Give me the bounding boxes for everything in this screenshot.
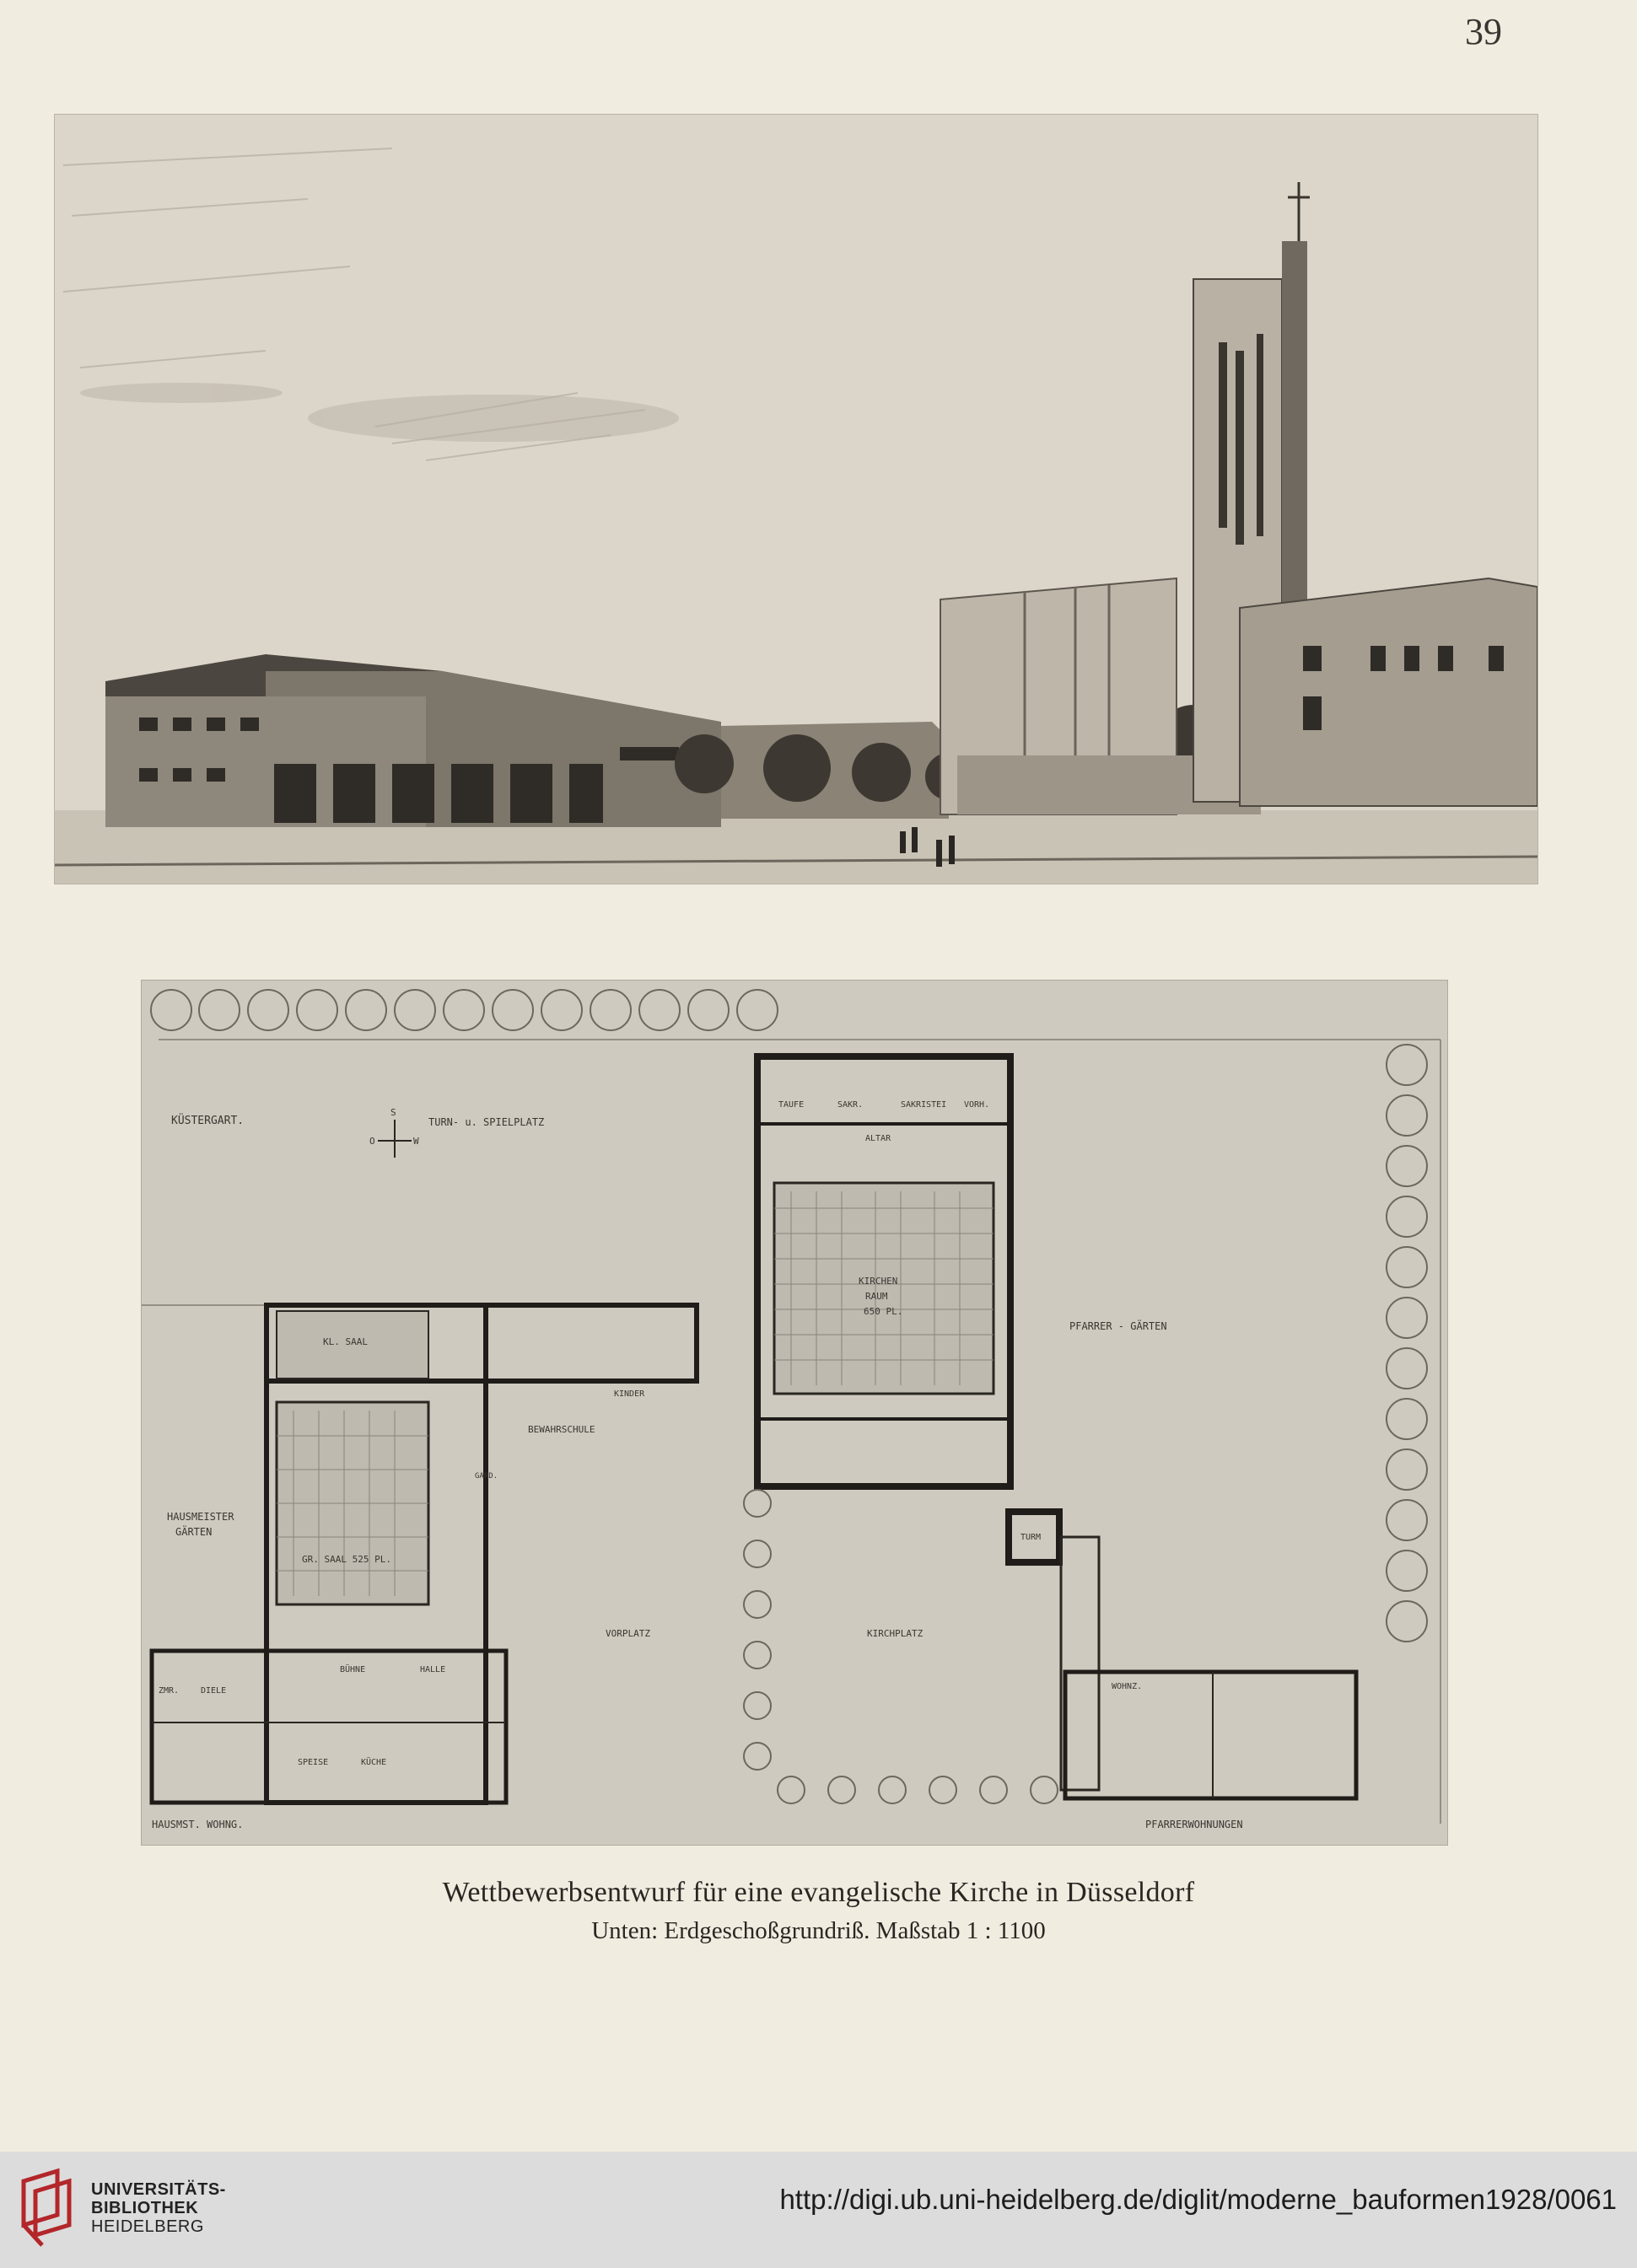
compass-o: O [369, 1136, 375, 1147]
label-speise: SPEISE [298, 1758, 329, 1767]
university-library-logo-icon [17, 2164, 81, 2249]
library-name-line3: HEIDELBERG [91, 2217, 204, 2236]
perspective-drawing [54, 114, 1538, 884]
label-kirchplatz: KIRCHPLATZ [867, 1628, 924, 1639]
label-kirchenraum-1: KIRCHEN [859, 1276, 898, 1287]
label-pfarrer-gaerten: PFARRER - GÄRTEN [1069, 1320, 1167, 1332]
label-kl-saal: KL. SAAL [323, 1336, 368, 1347]
label-altar: ALTAR [865, 1134, 891, 1143]
label-bewahrschule: BEWAHRSCHULE [528, 1424, 595, 1435]
label-zimmer: ZMR. [159, 1686, 180, 1696]
label-pfarrerwohnungen: PFARRERWOHNUNGEN [1145, 1819, 1243, 1830]
label-kuestergarten: KÜSTERGART. [171, 1115, 245, 1127]
label-vorplatz: VORPLATZ [606, 1628, 650, 1639]
digitization-url-link[interactable]: http://digi.ub.uni-heidelberg.de/diglit/moderne_bauformen1928/0061 [779, 2184, 1617, 2215]
library-name-line1: UNIVERSITÄTS- [91, 2180, 226, 2199]
library-name [91, 2180, 226, 2236]
label-vorh: VORH. [964, 1100, 990, 1110]
label-turnplatz: TURN- u. SPIELPLATZ [428, 1116, 545, 1128]
label-wohnz: WOHNZ. [1112, 1682, 1143, 1691]
ground-floor-plan [141, 980, 1448, 1846]
label-kueche: KÜCHE [361, 1758, 387, 1767]
label-taufe: TAUFE [778, 1100, 805, 1110]
label-hausmst-wohng: HAUSMST. WOHNG. [152, 1819, 244, 1830]
label-garderobe: GARD. [475, 1472, 498, 1481]
label-diele: DIELE [201, 1686, 227, 1696]
label-kirchenraum-2: RAUM [865, 1291, 888, 1302]
label-sakristei: SAKRISTEI [901, 1100, 947, 1110]
label-gr-saal: GR. SAAL 525 PL. [302, 1554, 391, 1565]
floor-plan-drawing [142, 981, 1447, 1845]
label-hausmeister: HAUSMEISTER [167, 1511, 234, 1523]
label-kinder: KINDER [614, 1389, 645, 1399]
compass-w: W [413, 1136, 419, 1147]
page-number: 39 [1465, 11, 1502, 52]
label-sakr: SAKR. [837, 1100, 864, 1110]
label-turm: TURM [1020, 1533, 1042, 1542]
label-halle: HALLE [420, 1665, 446, 1674]
caption-subtitle: Unten: Erdgeschoßgrundriß. Maßstab 1 : 1100 [591, 1917, 1046, 1944]
label-buehne: BÜHNE [340, 1665, 366, 1674]
caption-title: Wettbewerbsentwurf für eine evangelische Kirche in Düsseldorf [442, 1877, 1195, 1908]
label-gaerten: GÄRTEN [175, 1526, 213, 1538]
label-kirchenraum-3: 650 PL. [864, 1306, 903, 1317]
compass-s: S [390, 1107, 396, 1118]
library-name-line2: BIBLIOTHEK [91, 2199, 199, 2217]
library-footer [0, 2152, 1637, 2268]
church-perspective-sketch [55, 115, 1537, 884]
